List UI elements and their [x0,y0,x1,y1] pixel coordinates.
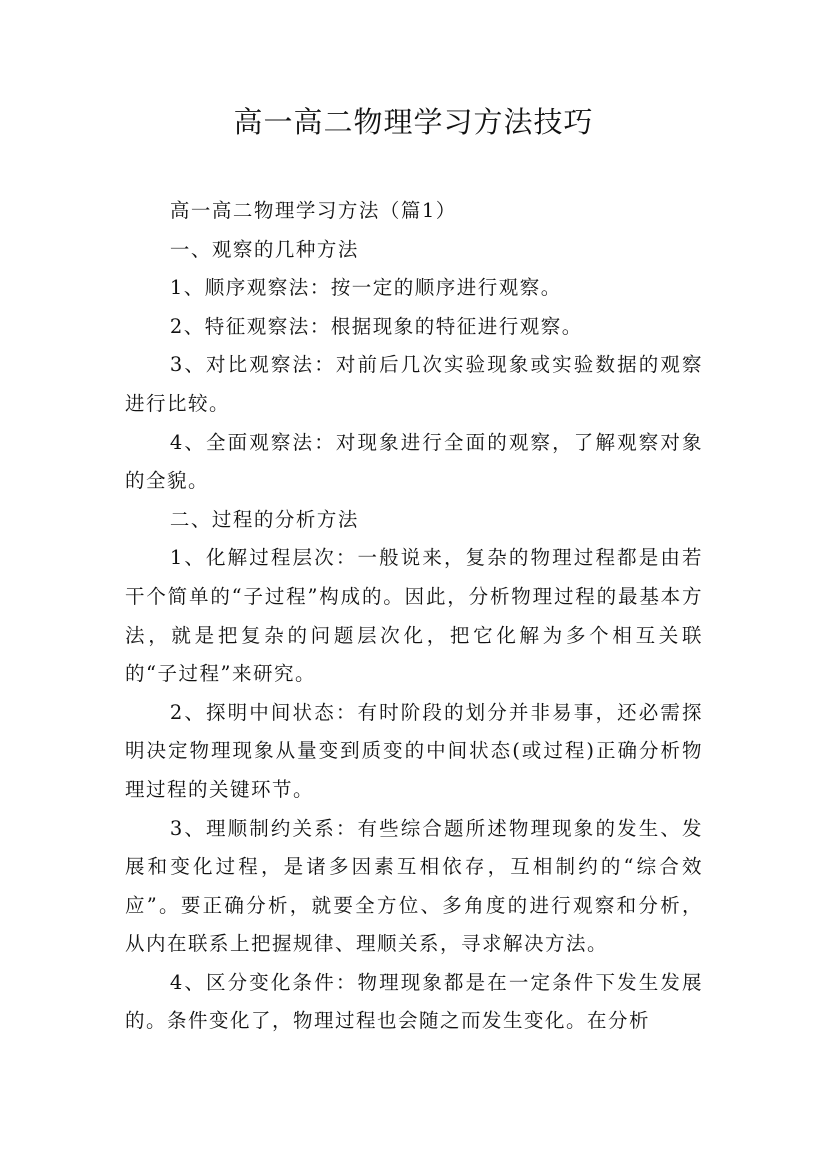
paragraph-article-heading: 高一高二物理学习方法（篇1） [169,199,457,222]
paragraph-item: 2、特征观察法：根据现象的特征进行观察。 [169,314,583,338]
paragraph-item: 1、化解过程层次：一般说来，复杂的物理过程都是由若干个简单的“子过程”构成的。因此，分析物理过程的最基本方法，就是把复杂的问题层次化，把它化解为多个相互关联的“子过程”来研究。 [125,546,703,686]
paragraph-item: 3、对比观察法：对前后几次实验现象或实验数据的观察进行比较。 [125,353,703,415]
paragraph-section-heading-2: 二、过程的分析方法 [169,507,359,531]
document-title: 高一高二物理学习方法技巧 [233,105,594,139]
paragraph-item: 4、区分变化条件：物理现象都是在一定条件下发生发展的。条件变化了，物理过程也会随之而发生变化。在分析 [125,970,703,1033]
paragraph-item: 4、全面观察法：对现象进行全面的观察，了解观察对象的全貌。 [125,430,703,493]
paragraph-item: 2、探明中间状态：有时阶段的划分并非易事，还必需探明决定物理现象从量变到质变的中间状态(或过程)正确分析物理过程的关键环节。 [125,700,703,801]
document-body [125,192,703,1041]
paragraph-section-heading-1: 一、观察的几种方法 [169,237,359,261]
paragraph-item: 3、理顺制约关系：有些综合题所述物理现象的发生、发展和变化过程，是诸多因素互相依存，互相制约的“综合效应”。要正确分析，就要全方位、多角度的进行观察和分析，从内在联系上把握规律、理顺关系，寻求解决方法。 [125,816,703,956]
paragraph-item: 1、顺序观察法：按一定的顺序进行观察。 [169,276,562,300]
